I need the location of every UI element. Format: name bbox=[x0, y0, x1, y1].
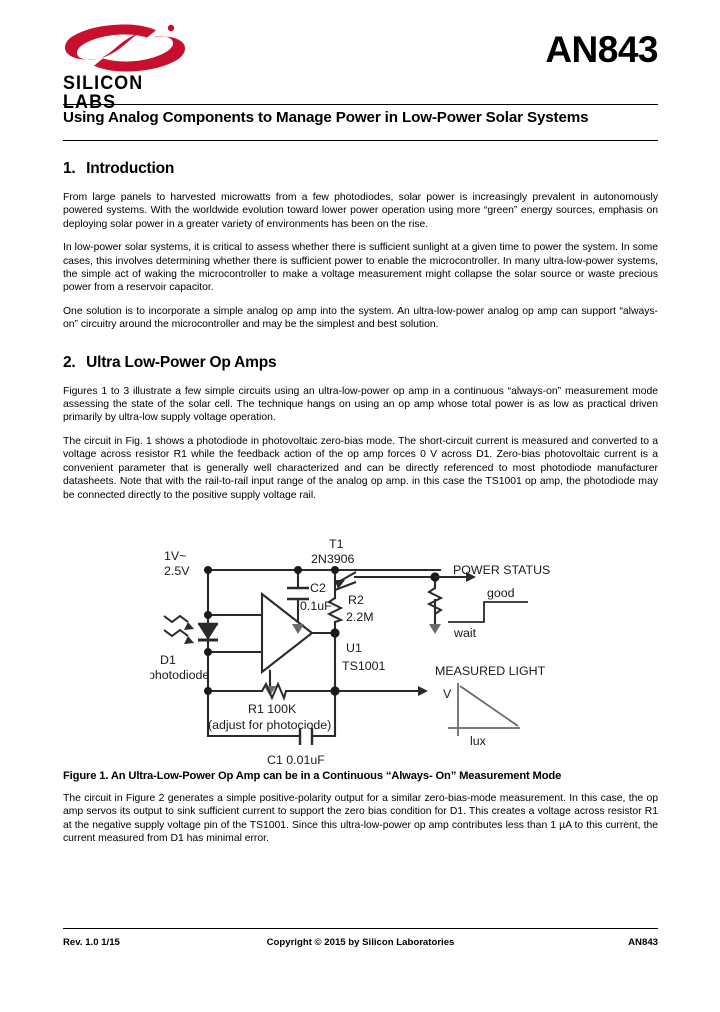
section-title: Ultra Low-Power Op Amps bbox=[86, 353, 277, 371]
footer-copyright: Copyright © 2015 by Silicon Laboratories bbox=[266, 937, 455, 948]
label-r1: R1 100K bbox=[248, 702, 297, 716]
silicon-labs-logo bbox=[63, 22, 203, 113]
label-power-status: POWER STATUS bbox=[453, 563, 551, 577]
figure-1-circuit-schematic bbox=[150, 536, 590, 766]
label-measured-light: MEASURED LIGHT bbox=[435, 664, 546, 678]
label-u1-part: TS1001 bbox=[342, 659, 386, 673]
document-body bbox=[63, 160, 658, 502]
label-c1: C1 0.01uF bbox=[267, 753, 325, 766]
section-heading-introduction bbox=[63, 160, 658, 178]
section-number: 1. bbox=[63, 160, 76, 177]
label-axis-lux: lux bbox=[470, 734, 486, 748]
section-heading-ultra-low-power-op-amps bbox=[63, 354, 658, 372]
photodiode-symbol bbox=[198, 624, 218, 640]
label-u1: U1 bbox=[346, 641, 362, 655]
page-title: Using Analog Components to Manage Power in Low-Power Solar Systems bbox=[63, 109, 589, 126]
footer-revision: Rev. 1.0 1/15 bbox=[63, 937, 120, 948]
label-r2-value: 2.2M bbox=[346, 610, 374, 624]
label-c2: C2 bbox=[310, 581, 326, 595]
section-number: 2. bbox=[63, 353, 76, 371]
label-r2: R2 bbox=[348, 593, 364, 607]
paragraph: In low-power solar systems, it is critical to assess whether there is sufficient sunlight at a given time to power the system. In some cases, this involves determining whether there is sufficient power to enable the microcontroller. In many ultra-low-power systems, the simple act of waking the microcontroller to make a voltage measurement might collapse the solar source or waste precious power from a reservoir capacitor. bbox=[63, 242, 658, 294]
measured-light-graph bbox=[448, 683, 520, 736]
section-title: Introduction bbox=[86, 160, 175, 177]
paragraph: The circuit in Figure 2 generates a simple positive-polarity output for a similar zero-bias-mode measurement. In this case, the op amp servos its output to sink sufficient current to support the zero bias condition for D1. This creates a voltage across resistor R1 at the negative supply voltage pin of the TS1001. Since this ultra-low-power op amp contributes less than 1 µA to this current, the current measured from D1 has minimal error. bbox=[63, 793, 658, 845]
header-rule-top bbox=[63, 104, 658, 105]
label-supply-v2: 2.5V bbox=[164, 564, 190, 578]
label-t1-part: 2N3906 bbox=[311, 552, 355, 566]
post-figure-text bbox=[63, 792, 658, 846]
label-d1-desc: photodiode bbox=[150, 668, 210, 682]
label-axis-v: V bbox=[443, 687, 452, 701]
power-status-waveform bbox=[448, 602, 528, 622]
label-d1: D1 bbox=[160, 653, 176, 667]
silicon-labs-swirl-icon bbox=[63, 22, 187, 74]
figure-caption: Figure 1. An Ultra-Low-Power Op Amp can be in a Continuous “Always- On” Measurement Mode bbox=[63, 770, 562, 782]
footer-document-id: AN843 bbox=[628, 937, 658, 948]
label-status-good: good bbox=[487, 586, 515, 600]
silicon-labs-wordmark: SILICON LABS bbox=[63, 73, 144, 113]
paragraph: The circuit in Fig. 1 shows a photodiode in photovoltaic zero-bias mode. The short-circuit current is measured and converted to a voltage across resistor R1 while the feedback action of the op amp forces 0 V across D1. Zero-bias photovoltaic current is a convenient parameter that is generally well characterized and can be directly referenced to most photodiode manufacturer datasheets. Note that with the rail-to-rail input range of the analog op amp. in this case the TS1001 op amp, the photodiode may be connected directly to the positive supply voltage rail. bbox=[63, 435, 658, 501]
header-rule-bottom bbox=[63, 140, 658, 141]
paragraph: One solution is to incorporate a simple analog op amp into the system. An ultra-low-power analog op amp can support “always-on” circuitry around the microcontroller and may be the simplest and best solution. bbox=[63, 305, 658, 331]
label-status-wait: wait bbox=[454, 626, 477, 640]
label-t1: T1 bbox=[329, 537, 344, 551]
label-r1-note: (adjust for photociode) bbox=[208, 718, 332, 732]
label-supply-v1: 1V~ bbox=[164, 549, 187, 563]
paragraph: Figures 1 to 3 illustrate a few simple circuits using an ultra-low-power op amp in a continuous “always-on” measurement mode assessing the state of the solar cell. The technique hangs on using an op amp whose total power is as low as practical driven primarily by ultra-low supply voltage operation. bbox=[63, 385, 658, 424]
label-c2-value: 0.1uF bbox=[300, 599, 332, 613]
footer-rule bbox=[63, 928, 658, 929]
page-header bbox=[63, 22, 658, 113]
document-id-heading: AN843 bbox=[545, 29, 658, 70]
paragraph: From large panels to harvested microwatts from a few photodiodes, solar power is increasingly prevalent in autonomously powered systems. With the worldwide evolution toward lower power operation using more “green” energy sources, emphasis on deploying solar power in a greater variety of environments has been on the rise. bbox=[63, 192, 658, 230]
page-footer bbox=[63, 937, 658, 948]
